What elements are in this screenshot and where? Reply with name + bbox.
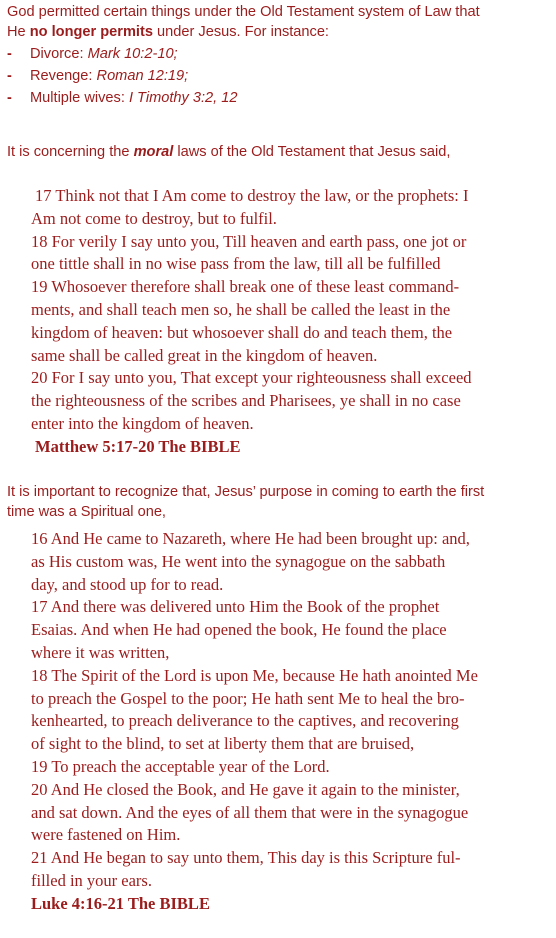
quote-line: of sight to the blind, to set at liberty them that are bruised,: [31, 734, 415, 754]
quote-line: enter into the kingdom of heaven.: [31, 413, 254, 433]
quote-line: Am not come to destroy, but to fulfil.: [31, 208, 277, 228]
quote-line: same shall be called great in the kingdom of heaven.: [31, 345, 378, 365]
quote-line: where it was written,: [31, 642, 170, 662]
intro-line-2: [7, 22, 548, 42]
matthew-quote: [31, 185, 534, 459]
quote-line: to preach the Gospel to the poor; He hath sent Me to heal the bro-: [31, 688, 465, 708]
quote-line: 21 And He began to say unto them, This day is this Scripture ful-: [31, 848, 461, 868]
purpose-line-1: It is important to recognize that, Jesus’ purpose in coming to earth the first: [7, 484, 485, 500]
quote-line: kingdom of heaven: but whosoever shall do and teach them, the: [31, 322, 453, 342]
quote-line: one tittle shall in no wise pass from the law, till all be fulfilled: [31, 254, 441, 274]
list-item-label: Divorce:: [30, 46, 88, 62]
intro-line-1: God permitted certain things under the Old Testament system of Law that: [7, 4, 480, 20]
scripture-reference: Roman 12:19;: [96, 68, 189, 84]
bullet-dash: -: [7, 90, 12, 106]
purpose-line-2: time was a Spiritual one,: [7, 504, 166, 520]
luke-quote: [31, 528, 534, 916]
purpose-paragraph: [7, 482, 548, 522]
bullet-dash: -: [7, 46, 12, 62]
intro-bold-phrase: no longer permits: [29, 24, 153, 40]
scripture-reference: I Timothy 3:2, 12: [128, 90, 238, 106]
quote-line: and sat down. And the eyes of all them that were in the synagogue: [31, 802, 469, 822]
moral-text-end: laws of the Old Testament that Jesus said,: [173, 144, 451, 160]
quote-line: the righteousness of the scribes and Pharisees, ye shall in no case: [31, 391, 461, 411]
quote-line: filled in your ears.: [31, 870, 152, 890]
quote-line: 18 The Spirit of the Lord is upon Me, because He hath anointed Me: [31, 665, 478, 685]
quote-line: day, and stood up for to read.: [31, 574, 224, 594]
moral-laws-paragraph: [7, 142, 548, 162]
quote-line: 16 And He came to Nazareth, where He had been brought up: and,: [31, 529, 470, 548]
list-item: [7, 44, 548, 64]
list-item: [7, 88, 548, 108]
list-item: [7, 66, 548, 86]
bullet-dash: -: [7, 68, 12, 84]
quote-line: 19 To preach the acceptable year of the Lord.: [31, 756, 330, 776]
quote-line: 17 Think not that I Am come to destroy the law, or the prophets: I: [35, 186, 469, 205]
list-item-label: Revenge:: [30, 68, 97, 84]
luke-citation: Luke 4:16-21 The BIBLE: [31, 893, 210, 913]
moral-emphasis: moral: [133, 144, 174, 160]
scripture-reference: Mark 10:2-10;: [87, 46, 178, 62]
quote-line: 17 And there was delivered unto Him the Book of the prophet: [31, 597, 440, 617]
moral-text-start: It is concerning the: [7, 144, 134, 160]
quote-line: 18 For verily I say unto you, Till heaven and earth pass, one jot or: [31, 231, 467, 251]
intro-paragraph: [7, 2, 548, 110]
quote-line: ments, and shall teach men so, he shall be called the least in the: [31, 299, 451, 319]
quote-line: Esaias. And when He had opened the book, He found the place: [31, 620, 447, 640]
intro-line-2-start: He: [7, 24, 30, 40]
quote-line: 19 Whosoever therefore shall break one of these least command-: [31, 277, 460, 297]
quote-line: 20 And He closed the Book, and He gave it again to the minister,: [31, 779, 460, 799]
intro-line-2-end: under Jesus. For instance:: [152, 24, 329, 40]
quote-line: 20 For I say unto you, That except your righteousness shall exceed: [31, 368, 472, 388]
quote-line: kenhearted, to preach deliverance to the captives, and recovering: [31, 711, 459, 731]
quote-line: were fastened on Him.: [31, 825, 181, 845]
matthew-citation: Matthew 5:17-20 The BIBLE: [35, 436, 241, 456]
examples-list: [7, 44, 548, 108]
list-item-label: Multiple wives:: [30, 90, 129, 106]
quote-line: as His custom was, He went into the synagogue on the sabbath: [31, 551, 446, 571]
